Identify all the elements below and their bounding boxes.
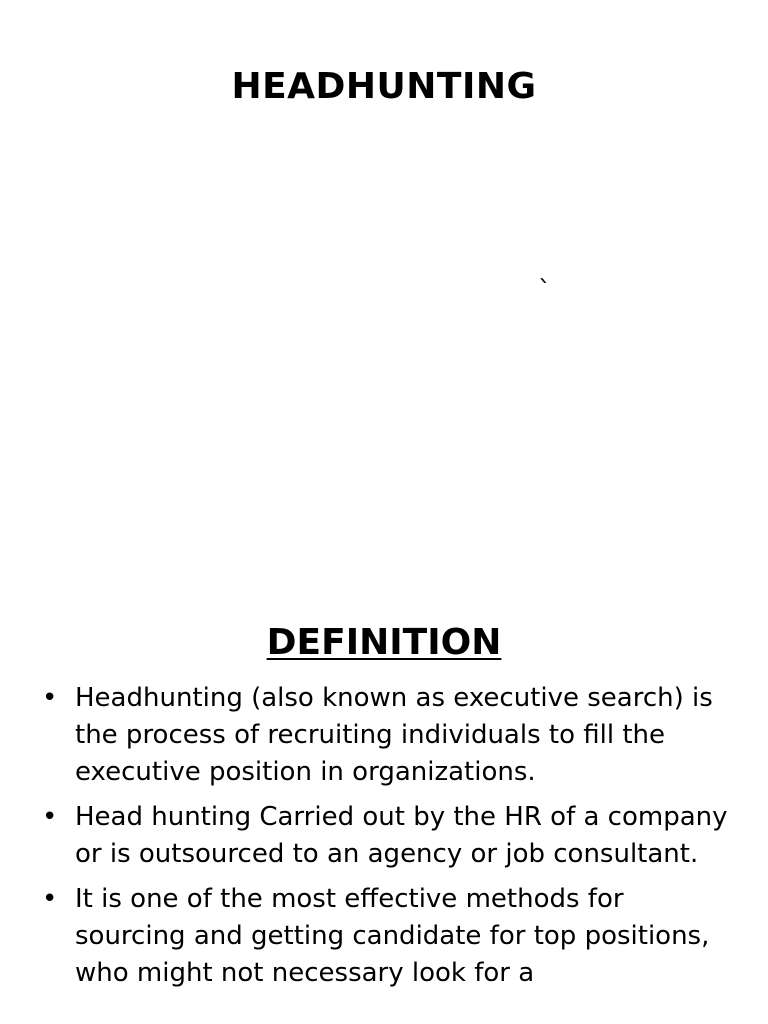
bullet-item xyxy=(40,881,740,992)
bullet-icon: • xyxy=(42,683,58,713)
bullet-icon: • xyxy=(42,884,58,914)
slide-title: HEADHUNTING xyxy=(231,66,537,107)
bullet-text: Headhunting (also known as executive search) is the process of recruiting individuals to fill the executive position in organizations. xyxy=(75,683,713,787)
stray-backtick-mark: ` xyxy=(538,276,551,306)
bullet-text: Head hunting Carried out by the HR of a company or is outsourced to an agency or job consultant. xyxy=(75,802,728,869)
definition-heading-text: DEFINITION xyxy=(266,622,502,663)
definition-bullet-list xyxy=(40,680,740,1000)
bullet-icon: • xyxy=(42,802,58,832)
bullet-item xyxy=(40,680,740,791)
bullet-text: It is one of the most effective methods for sourcing and getting candidate for top positions, who might not necessary look for a xyxy=(75,884,710,988)
bullet-item xyxy=(40,799,740,873)
slide-definition xyxy=(0,600,768,1024)
definition-heading xyxy=(0,622,768,663)
